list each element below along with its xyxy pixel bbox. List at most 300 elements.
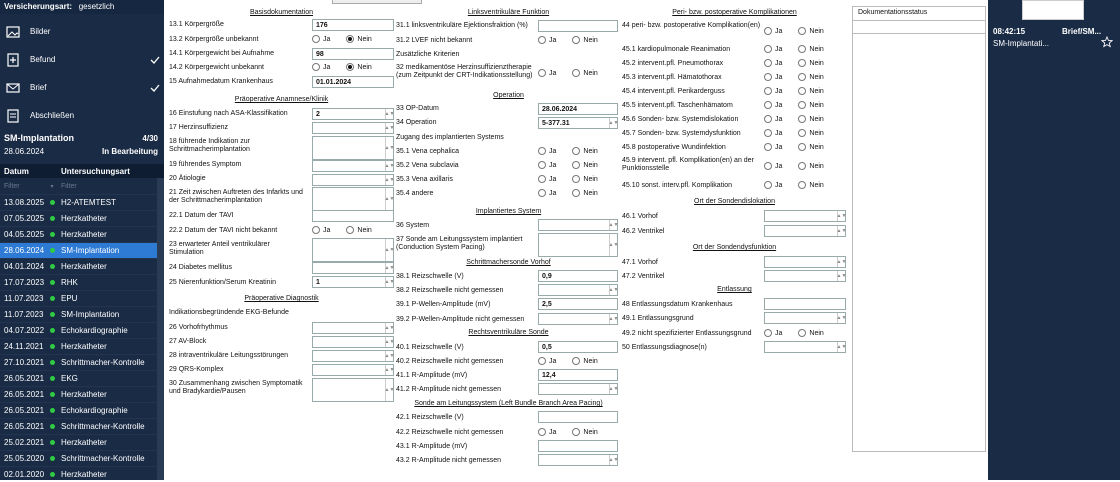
spinner-icon[interactable]: ▲▼ <box>837 226 845 236</box>
nav-label: Bilder <box>30 27 51 36</box>
radio-ja-label: Ja <box>775 27 783 35</box>
column-header-type[interactable]: Untersuchungsart <box>61 166 130 176</box>
table-row[interactable] <box>0 418 164 434</box>
status-dot <box>50 376 55 381</box>
input-dysfunktion-ventrikel[interactable] <box>764 270 846 282</box>
radio-nein[interactable] <box>798 181 806 189</box>
status-dot <box>50 200 55 205</box>
radio-nein-label: Nein <box>583 36 598 44</box>
label-zugang: Zugang des implantierten Systems <box>396 134 504 141</box>
label-13-2: 13.2 Körpergröße unbekannt <box>169 36 259 43</box>
table-row[interactable] <box>0 258 164 274</box>
radio-nein[interactable] <box>572 357 580 365</box>
table-row[interactable] <box>0 306 164 322</box>
radio-49-2 <box>764 329 824 337</box>
radio-ja[interactable] <box>764 87 772 95</box>
spinner-icon[interactable]: ▲▼ <box>385 351 393 361</box>
spinner-icon[interactable]: ▲▼ <box>385 188 393 210</box>
input-r-amplitude-value: 12,4 <box>542 372 556 379</box>
spinner-icon[interactable]: ▲▼ <box>609 118 617 128</box>
form-area <box>164 0 988 480</box>
radio-nein-label: Nein <box>809 115 824 123</box>
input-op-datum-value: 28.06.2024 <box>542 106 578 113</box>
table-row[interactable] <box>0 242 164 258</box>
table-row[interactable] <box>0 434 164 450</box>
radio-ja[interactable] <box>538 161 546 169</box>
radio-nein[interactable] <box>798 143 806 151</box>
label-45-7: 45.7 Sonden- bzw. Systemdysfunktion <box>622 130 741 137</box>
spinner-icon[interactable]: ▲▼ <box>385 263 393 273</box>
label-29: 29 QRS-Komplex <box>169 366 224 373</box>
radio-ja-label: Ja <box>775 143 783 151</box>
radio-35-4 <box>538 189 598 197</box>
radio-ja[interactable] <box>764 73 772 81</box>
label-35-2: 35.2 Vena subclavia <box>396 162 459 169</box>
radio-32 <box>538 69 598 77</box>
row-type: Herzkatheter <box>61 390 107 399</box>
section-sonde-vorhof: Schrittmachersonde Vorhof <box>466 259 551 266</box>
label-47-1: 47.1 Vorhof <box>622 259 658 266</box>
input-dysfunktion-vorhof[interactable] <box>764 256 846 268</box>
radio-nein-label: Nein <box>809 45 824 53</box>
insurance-value: gesetzlich <box>78 2 115 11</box>
input-reizschwelle-vorhof[interactable] <box>538 270 618 282</box>
documentation-status-panel <box>852 6 986 452</box>
input-leitungsstoerungen[interactable] <box>312 350 394 362</box>
status-dot <box>50 440 55 445</box>
status-dot <box>50 456 55 461</box>
input-indikation[interactable] <box>312 136 394 160</box>
label-35-1: 35.1 Vena cephalica <box>396 148 460 155</box>
row-date: 26.05.2021 <box>4 406 45 415</box>
row-type: Schrittmacher-Kontrolle <box>61 358 145 367</box>
label-32: 32 medikamentöse Herzinsuffizienztherapie (zum Zeitpunkt der CRT-Indikationsstellung) <box>396 64 533 79</box>
radio-22-2 <box>312 226 372 234</box>
input-nierenfunktion-value: 1 <box>316 279 320 286</box>
status-dot <box>50 360 55 365</box>
radio-nein[interactable] <box>572 69 580 77</box>
input-r-amplitude[interactable] <box>538 369 618 381</box>
radio-nein-label: Nein <box>583 175 598 183</box>
radio-nein[interactable] <box>798 73 806 81</box>
module-count: 4/30 <box>142 134 158 143</box>
spinner-icon[interactable]: ▲▼ <box>385 175 393 185</box>
label-35-3: 35.3 Vena axillaris <box>396 176 453 183</box>
input-reizschwelle-vorhof-value: 0,9 <box>542 273 552 280</box>
radio-nein-label: Nein <box>809 181 824 189</box>
row-type: SM-Implantation <box>61 310 120 319</box>
spinner-icon[interactable]: ▲▼ <box>837 342 845 352</box>
row-date: 27.10.2021 <box>4 358 45 367</box>
row-date: 25.02.2021 <box>4 438 45 447</box>
spinner-icon[interactable]: ▲▼ <box>385 337 393 347</box>
table-row[interactable] <box>0 338 164 354</box>
status-dot <box>50 280 55 285</box>
label-18: 18 führende Indikation zur Schrittmacherimplantation <box>169 138 250 153</box>
scrollbar[interactable] <box>157 178 164 480</box>
radio-ja-label: Ja <box>549 357 557 365</box>
row-type: H2-ATEMTEST <box>61 198 116 207</box>
input-zusammenhang[interactable] <box>312 378 394 402</box>
label-zusaetzliche-kriterien: Zusätzliche Kriterien <box>396 51 460 58</box>
radio-nein[interactable] <box>798 101 806 109</box>
input-datum-tavi[interactable] <box>312 210 394 222</box>
table-row[interactable] <box>0 370 164 386</box>
label-45-1: 45.1 kardiopulmonale Reanimation <box>622 46 731 53</box>
radio-ja[interactable] <box>764 329 772 337</box>
radio-nein[interactable] <box>798 27 806 35</box>
label-17: 17 Herzinsuffizienz <box>169 124 229 131</box>
status-dot <box>50 232 55 237</box>
label-49-2: 49.2 nicht spezifizierter Entlassungsgrund <box>622 330 752 337</box>
input-dislokation-vorhof[interactable] <box>764 210 846 222</box>
spinner-icon[interactable]: ▲▼ <box>385 161 393 171</box>
label-22-1: 22.1 Datum der TAVI <box>169 212 234 219</box>
spinner-icon[interactable]: ▲▼ <box>385 123 393 133</box>
input-zeit-infarkt[interactable] <box>312 187 394 211</box>
spinner-icon[interactable]: ▲▼ <box>837 211 845 221</box>
label-45-3: 45.3 intervent.pfl. Hämatothorax <box>622 74 722 81</box>
radio-45-2 <box>764 59 824 67</box>
label-35-4: 35.4 andere <box>396 190 434 197</box>
status-dot <box>50 264 55 269</box>
column-header-date[interactable]: Datum <box>4 166 29 176</box>
radio-ja-label: Ja <box>775 181 783 189</box>
radio-ja[interactable] <box>764 59 772 67</box>
label-46-1: 46.1 Vorhof <box>622 213 658 220</box>
radio-ja-label: Ja <box>323 35 331 43</box>
label-49-1: 49.1 Entlassungsgrund <box>622 315 694 322</box>
label-41-1: 41.1 R-Amplitude (mV) <box>396 372 468 379</box>
radio-nein-label: Nein <box>809 27 824 35</box>
input-aetiologie[interactable] <box>312 174 394 186</box>
table-row[interactable] <box>0 322 164 338</box>
radio-nein[interactable] <box>572 428 580 436</box>
row-date: 04.05.2025 <box>4 230 45 239</box>
radio-nein-label: Nein <box>583 147 598 155</box>
radio-ja[interactable] <box>764 181 772 189</box>
input-symptom[interactable] <box>312 160 394 172</box>
spinner-icon[interactable]: ▲▼ <box>385 323 393 333</box>
input-system[interactable] <box>538 219 618 231</box>
table-row[interactable] <box>0 226 164 242</box>
nav-brief[interactable] <box>0 74 164 101</box>
radio-ja[interactable] <box>538 428 546 436</box>
radio-ja[interactable] <box>538 147 546 155</box>
label-45-6: 45.6 Sonden- bzw. Systemdislokation <box>622 116 739 123</box>
spinner-icon[interactable]: ▲▼ <box>609 384 617 394</box>
label-48: 48 Entlassungsdatum Krankenhaus <box>622 301 733 308</box>
spinner-icon[interactable]: ▲▼ <box>837 313 845 323</box>
row-date: 17.07.2023 <box>4 278 45 287</box>
table-row[interactable] <box>0 194 164 210</box>
table-row[interactable] <box>0 210 164 226</box>
section-implantiertes-system: Implantiertes System <box>475 208 542 215</box>
filter-date-input[interactable]: Filter <box>4 182 20 190</box>
spinner-icon[interactable]: ▲▼ <box>385 277 393 287</box>
radio-ja[interactable] <box>538 36 546 44</box>
nav-bilder[interactable] <box>0 18 164 45</box>
label-38-1: 38.1 Reizschwelle (V) <box>396 273 464 280</box>
row-type: EPU <box>61 294 78 303</box>
input-vorhofrhythmus[interactable] <box>312 322 394 334</box>
radio-nein[interactable] <box>572 189 580 197</box>
input-p-wellen[interactable] <box>538 298 618 310</box>
spinner-icon[interactable]: ▲▼ <box>837 271 845 281</box>
radio-42-2 <box>538 428 598 436</box>
row-type: Schrittmacher-Kontrolle <box>61 454 145 463</box>
label-40-1: 40.1 Reizschwelle (V) <box>396 344 464 351</box>
radio-nein[interactable] <box>346 35 354 43</box>
label-45-2: 45.2 intervent.pfl. Pneumothorax <box>622 60 724 67</box>
radio-45-9 <box>764 162 824 170</box>
images-icon <box>6 25 20 39</box>
input-lvef[interactable] <box>538 20 618 32</box>
row-type: Herzkatheter <box>61 214 107 223</box>
label-50: 50 Entlassungsdiagnose(n) <box>622 344 707 351</box>
radio-ja-label: Ja <box>323 63 331 71</box>
radio-ja-label: Ja <box>775 87 783 95</box>
check-icon <box>150 56 160 64</box>
label-39-1: 39.1 P-Wellen-Amplitude (mV) <box>396 301 491 308</box>
input-diabetes[interactable] <box>312 262 394 274</box>
section-rv-sonde: Rechtsventrikuläre Sonde <box>468 329 549 336</box>
input-reizschwelle-lbb[interactable] <box>538 411 618 423</box>
sidebar <box>0 0 164 480</box>
radio-ja[interactable] <box>764 101 772 109</box>
row-date: 25.05.2020 <box>4 454 45 463</box>
table-row[interactable] <box>0 354 164 370</box>
label-43-2: 43.2 R-Amplitude nicht gemessen <box>396 457 502 464</box>
input-sonde-leitungssystem[interactable] <box>538 233 618 257</box>
input-43-2[interactable] <box>538 454 618 466</box>
radio-ja[interactable] <box>312 35 320 43</box>
input-entlassungsdatum[interactable] <box>764 298 846 310</box>
status-dot <box>50 344 55 349</box>
spinner-icon[interactable]: ▲▼ <box>609 234 617 256</box>
filter-type-input[interactable]: Filter <box>61 182 77 190</box>
input-qrs[interactable] <box>312 364 394 376</box>
input-38-2[interactable] <box>538 284 618 296</box>
input-aufnahmedatum[interactable] <box>312 76 394 88</box>
table-row[interactable] <box>0 290 164 306</box>
filter-row <box>0 178 164 194</box>
spinner-icon[interactable]: ▲▼ <box>837 257 845 267</box>
spinner-icon[interactable]: ▲▼ <box>385 239 393 261</box>
radio-nein[interactable] <box>572 36 580 44</box>
label-27: 27 AV-Block <box>169 338 207 345</box>
radio-ja-label: Ja <box>775 129 783 137</box>
row-date: 26.05.2021 <box>4 374 45 383</box>
thumbnail-subtitle: SM-Implantati... <box>993 39 1050 48</box>
star-icon[interactable] <box>1101 36 1113 48</box>
label-38-2: 38.2 Reizschwelle nicht gemessen <box>396 287 504 294</box>
radio-ja[interactable] <box>764 27 772 35</box>
input-reizschwelle-rv-value: 0,5 <box>542 344 552 351</box>
input-39-2[interactable] <box>538 313 618 325</box>
nav-label: Befund <box>30 55 56 64</box>
radio-45-1 <box>764 45 824 53</box>
row-type: Herzkatheter <box>61 438 107 447</box>
radio-nein-label: Nein <box>583 161 598 169</box>
radio-ja-label: Ja <box>549 69 557 77</box>
insurance-label: Versicherungsart: <box>4 2 73 11</box>
spinner-icon[interactable]: ▲▼ <box>609 314 617 324</box>
input-entlassungsgrund[interactable] <box>764 312 846 324</box>
radio-ja[interactable] <box>312 226 320 234</box>
nav-befund[interactable] <box>0 46 164 73</box>
radio-nein[interactable] <box>798 59 806 67</box>
label-34: 34 Operation <box>396 119 437 126</box>
radio-35-3 <box>538 175 598 183</box>
radio-ja-label: Ja <box>549 175 557 183</box>
radio-ja-label: Ja <box>323 226 331 234</box>
finish-icon <box>6 109 20 123</box>
radio-nein[interactable] <box>798 162 806 170</box>
input-nierenfunktion[interactable] <box>312 276 394 288</box>
radio-ja[interactable] <box>764 143 772 151</box>
row-type: Herzkatheter <box>61 262 107 271</box>
input-r-amplitude-lbb[interactable] <box>538 440 618 452</box>
radio-nein[interactable] <box>798 129 806 137</box>
label-44: 44 peri- bzw. postoperative Komplikation(en) <box>622 22 761 29</box>
label-16: 16 Einstufung nach ASA-Klassifikation <box>169 110 288 117</box>
radio-ja-label: Ja <box>775 115 783 123</box>
radio-ja[interactable] <box>538 175 546 183</box>
table-row[interactable] <box>0 450 164 466</box>
spinner-icon[interactable]: ▲▼ <box>609 220 617 230</box>
module-date: 28.06.2024 <box>4 147 45 156</box>
input-asa[interactable] <box>312 108 394 120</box>
label-13-1: 13.1 Körpergröße <box>169 21 224 28</box>
radio-ja-label: Ja <box>549 161 557 169</box>
input-herzinsuffizienz[interactable] <box>312 122 394 134</box>
document-thumbnail[interactable] <box>1022 0 1084 20</box>
table-row[interactable] <box>0 402 164 418</box>
radio-nein[interactable] <box>572 161 580 169</box>
label-45-8: 45.8 postoperative Wundinfektion <box>622 144 726 151</box>
input-entlassungsdiagnose[interactable] <box>764 341 846 353</box>
spinner-icon[interactable]: ▲▼ <box>609 455 617 465</box>
radio-ja[interactable] <box>538 69 546 77</box>
radio-ja[interactable] <box>312 63 320 71</box>
spinner-icon[interactable]: ▲▼ <box>385 379 393 401</box>
label-31-1: 31.1 linksventrikuläre Ejektionsfraktion (%) <box>396 22 528 29</box>
status-dot <box>50 328 55 333</box>
section-operation: Operation <box>493 92 524 99</box>
label-42-2: 42.2 Reizschwelle nicht gemessen <box>396 429 504 436</box>
row-date: 26.05.2021 <box>4 390 45 399</box>
mail-icon <box>6 81 20 95</box>
label-45-9: 45.9 intervent. pfl. Komplikation(en) an der Punktionsstelle <box>622 157 754 172</box>
radio-nein-label: Nein <box>583 428 598 436</box>
radio-44 <box>764 27 824 35</box>
label-31-2: 31.2 LVEF nicht bekannt <box>396 37 473 44</box>
radio-nein[interactable] <box>346 63 354 71</box>
label-26: 26 Vorhofrhythmus <box>169 324 228 331</box>
radio-nein-label: Nein <box>583 357 598 365</box>
section-anamnese: Präoperative Anamnese/Klinik <box>234 96 329 103</box>
input-av-block[interactable] <box>312 336 394 348</box>
spinner-icon[interactable]: ▲▼ <box>385 109 393 119</box>
table-row[interactable] <box>0 386 164 402</box>
input-operation[interactable] <box>538 117 618 129</box>
table-row[interactable] <box>0 274 164 290</box>
input-op-datum[interactable] <box>538 103 618 115</box>
label-43-1: 43.1 R-Amplitude (mV) <box>396 443 468 450</box>
section-lbbap: Sonde am Leitungssystem (Left Bundle Branch Area Pacing) <box>414 400 603 407</box>
status-dot <box>50 424 55 429</box>
label-41-2: 41.2 R-Amplitude nicht gemessen <box>396 386 502 393</box>
spinner-icon[interactable]: ▲▼ <box>385 365 393 375</box>
input-koerpergroesse[interactable] <box>312 19 394 31</box>
add-document-icon <box>6 53 20 67</box>
input-asa-value: 2 <box>316 111 320 118</box>
label-46-2: 46.2 Ventrikel <box>622 228 665 235</box>
radio-nein[interactable] <box>572 147 580 155</box>
radio-ja-label: Ja <box>775 73 783 81</box>
row-type: Herzkatheter <box>61 470 107 479</box>
spinner-icon[interactable]: ▲▼ <box>385 137 393 159</box>
radio-ja[interactable] <box>764 162 772 170</box>
radio-ja[interactable] <box>538 189 546 197</box>
radio-nein[interactable] <box>798 115 806 123</box>
input-reizschwelle-rv[interactable] <box>538 341 618 353</box>
radio-nein[interactable] <box>572 175 580 183</box>
check-icon <box>150 84 160 92</box>
label-45-4: 45.4 intervent.pfl. Perikarderguss <box>622 88 725 95</box>
radio-ja[interactable] <box>764 45 772 53</box>
radio-45-4 <box>764 87 824 95</box>
spinner-icon[interactable]: ▲▼ <box>609 285 617 295</box>
section-entlassung: Entlassung <box>717 286 752 293</box>
radio-nein[interactable] <box>798 87 806 95</box>
input-koerpergroesse-value: 176 <box>316 22 328 29</box>
label-45-5: 45.5 intervent.pfl. Taschenhämatom <box>622 102 733 109</box>
radio-nein[interactable] <box>798 45 806 53</box>
radio-ja[interactable] <box>764 115 772 123</box>
input-koerpergewicht[interactable] <box>312 48 394 60</box>
radio-ja[interactable] <box>538 357 546 365</box>
radio-nein-label: Nein <box>809 73 824 81</box>
radio-40-2 <box>538 357 598 365</box>
section-lv-funktion: Linksventrikuläre Funktion <box>467 9 550 16</box>
module-title: SM-Implantation <box>4 133 74 143</box>
radio-nein[interactable] <box>346 226 354 234</box>
row-date: 07.05.2025 <box>4 214 45 223</box>
documentation-status-field <box>852 20 986 34</box>
radio-45-7 <box>764 129 824 137</box>
row-type: Schrittmacher-Kontrolle <box>61 422 145 431</box>
input-operation-value: 5-377.31 <box>542 120 570 127</box>
radio-nein-label: Nein <box>809 143 824 151</box>
input-dislokation-ventrikel[interactable] <box>764 225 846 237</box>
label-23: 23 erwarteter Anteil ventrikulärer Stimulation <box>169 241 270 256</box>
row-date: 26.05.2021 <box>4 422 45 431</box>
radio-ja[interactable] <box>764 129 772 137</box>
nav-abschliessen[interactable] <box>0 102 164 129</box>
insurance-row <box>0 0 164 14</box>
row-date: 04.07.2022 <box>4 326 45 335</box>
row-date: 02.01.2020 <box>4 470 45 479</box>
label-21: 21 Zeit zwischen Auftreten des Infarkts und der Schrittmacherimplantation <box>169 189 303 204</box>
input-stimulation[interactable] <box>312 238 394 262</box>
row-type: Echokardiographie <box>61 326 128 335</box>
radio-nein[interactable] <box>798 329 806 337</box>
status-dot <box>50 216 55 221</box>
input-41-2[interactable] <box>538 383 618 395</box>
radio-nein-label: Nein <box>357 35 372 43</box>
